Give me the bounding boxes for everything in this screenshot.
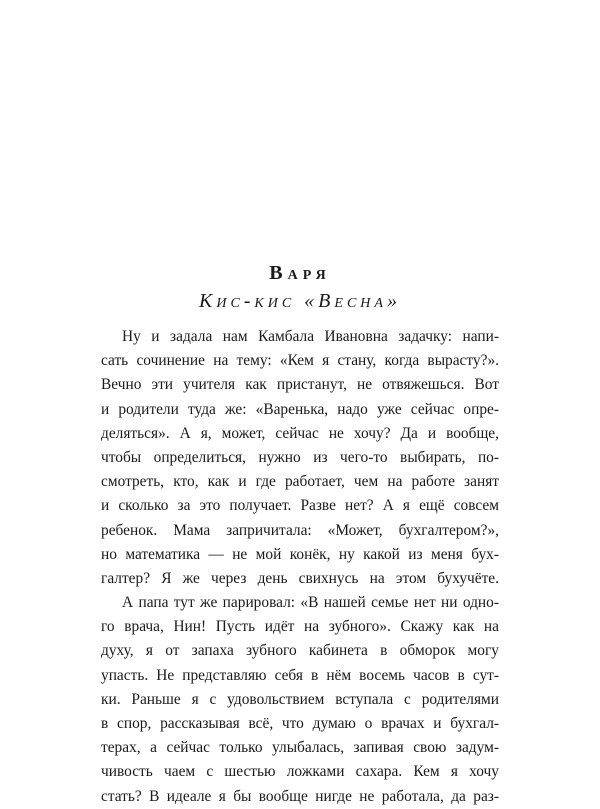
text-line: А папа тут же парировал: «В нашей семье нет ни одно- (122, 594, 499, 612)
chapter-heading (0, 260, 600, 314)
text-line: духу, я от запаха зубного кабинета в обморок могу (101, 642, 499, 660)
text-line: Вечно эти учителя как пристанут, не отвяжешься. Вот (101, 376, 499, 394)
text-line: но математика — не мой конёк, ну какой из меня бух- (101, 545, 499, 563)
text-line: смотреть, кто, как и где работает, чем на работе занят (101, 473, 499, 491)
text-line: деляться». А я, может, сейчас не хочу? Да и вообще, (101, 424, 499, 442)
chapter-name: Варя (269, 262, 331, 284)
text-line: ки. Раньше я с удовольствием вступала с родителями (101, 690, 499, 708)
text-line: ребенок. Мама запричитала: «Может, бухгалтером?», (101, 521, 499, 539)
text-line: в спор, рассказывая всё, что думаю о врачах и бухгал- (101, 715, 499, 732)
text-line: терах, а сейчас только улыбалась, запивая свою задум- (101, 739, 499, 757)
text-line: сать сочинение на тему: «Кем я стану, когда вырасту?». (101, 352, 499, 370)
text-line: галтер? Я же через день свихнусь на этом бухучёте. (101, 569, 499, 587)
text-line: и родители туда же: «Варенька, надо уже сейчас опре- (101, 400, 499, 418)
text-line: Ну и задала нам Камбала Ивановна задачку: напи- (122, 328, 499, 345)
text-line: го врача, Нин! Пусть идёт на зубного». Скажу как на (101, 618, 499, 636)
chapter-subtitle: Кис-кис «Весна» (199, 290, 401, 312)
text-line: и сколько за это получает. Разве нет? А я ещё совсем (101, 497, 499, 515)
text-line: чивость чаем с шестью ложками сахара. Кем я хочу (101, 763, 499, 781)
text-line: упасть. Не представляю себя в нём восемь часов в сут- (101, 666, 499, 684)
text-line: чтобы определиться, нужно из чего-то выбирать, по- (101, 448, 499, 466)
text-line: стать? В идеале я бы вообще нигде не работала, да раз- (101, 787, 499, 805)
body-text (101, 325, 499, 809)
